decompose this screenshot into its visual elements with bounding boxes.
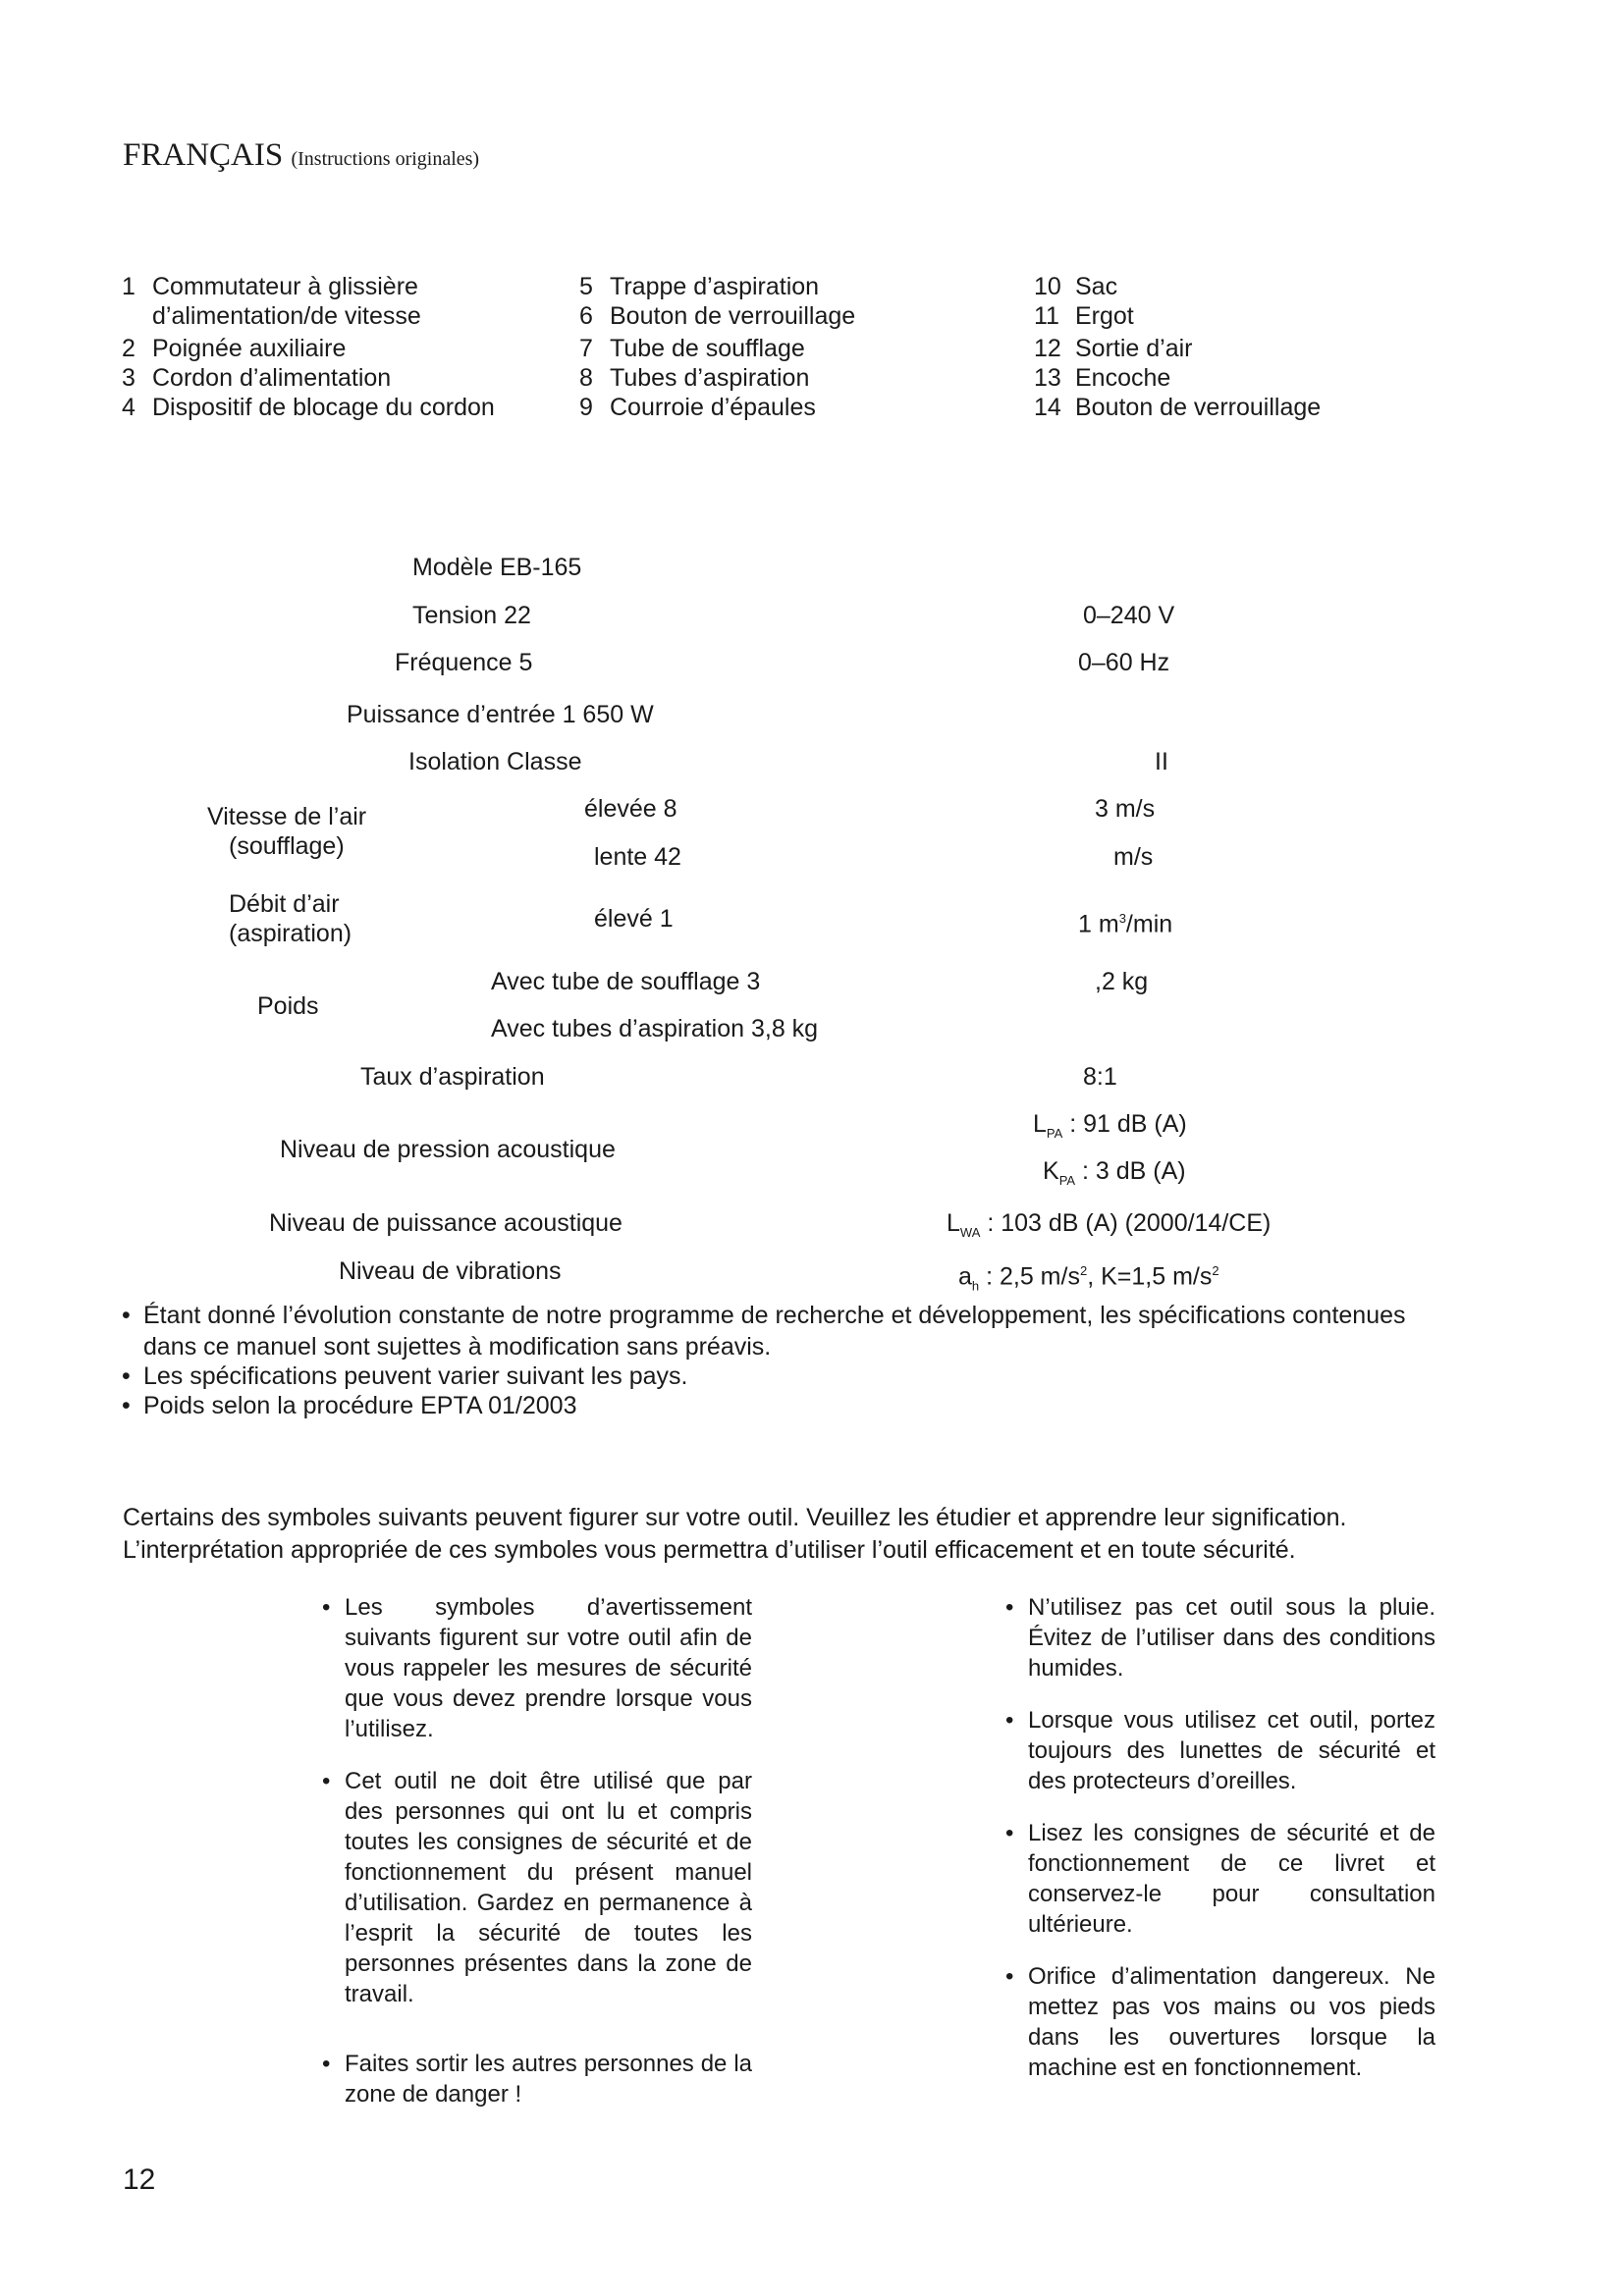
parts-item: 4 Dispositif de blocage du cordon bbox=[122, 394, 495, 421]
spec-air-speed-low: lente 42 bbox=[594, 843, 681, 871]
symbol-item: • Lorsque vous utilisez cet outil, portez toujours des lunettes de sécurité et des protecteurs d’oreilles. bbox=[1005, 1705, 1435, 1796]
language-title: FRANÇAIS bbox=[123, 137, 284, 173]
spec-lwa-value: $L_{WA}$ : 103 dB (A) (2000/14/CE) bbox=[947, 1209, 1272, 1240]
parts-item: 6 Bouton de verrouillage bbox=[579, 302, 856, 330]
symbol-item: • Cet outil ne doit être utilisé que par des personnes qui ont lu et compris toutes les consignes de sécurité et de fonctionnement du présent manuel d’utilisation. Gardez en permanence à l’esprit la sécurité de toutes les personnes présentes dans la zone de travail. bbox=[322, 1766, 752, 2009]
parts-item: 13 Encoche bbox=[1034, 364, 1171, 392]
parts-item: 10 Sac bbox=[1034, 273, 1118, 300]
symbol-item: • N’utilisez pas cet outil sous la pluie. Évitez de l’utiliser dans des conditions humides. bbox=[1005, 1592, 1435, 1683]
page-number: 12 bbox=[123, 2163, 156, 2196]
spec-power: Puissance d’entrée 1 650 W bbox=[347, 701, 654, 728]
symbols-left-column bbox=[322, 1592, 752, 2131]
spec-insulation-value: II bbox=[1155, 748, 1168, 775]
symbols-intro bbox=[123, 1502, 1458, 1567]
spec-airflow-high: élevé 1 bbox=[594, 905, 674, 933]
parts-item: 12 Sortie d’air bbox=[1034, 335, 1193, 362]
spec-ratio-value: 8:1 bbox=[1083, 1063, 1117, 1091]
spec-note-cont: dans ce manuel sont sujettes à modification sans préavis. bbox=[143, 1333, 772, 1361]
spec-ratio-label: Taux d’aspiration bbox=[360, 1063, 545, 1091]
spec-air-speed-low-value: m/s bbox=[1113, 843, 1154, 871]
symbol-item: • Les symboles d’avertissement suivants figurent sur votre outil afin de vous rappeler les mesures de sécurité que vous devez prendre lorsque vous l’utilisez. bbox=[322, 1592, 752, 1744]
spec-note: • Les spécifications peuvent varier suivant les pays. bbox=[122, 1362, 688, 1390]
spec-note: • Poids selon la procédure EPTA 01/2003 bbox=[122, 1392, 577, 1419]
spec-tension-value: 0–240 V bbox=[1083, 602, 1175, 629]
page-header bbox=[123, 137, 479, 174]
spec-airflow-label-2: (aspiration) bbox=[229, 920, 352, 947]
symbols-intro-line: L’interprétation appropriée de ces symboles vous permettra d’utiliser l’outil efficacement et en toute sécurité. bbox=[123, 1536, 1296, 1564]
parts-item: 8 Tubes d’aspiration bbox=[579, 364, 810, 392]
spec-weight-label: Poids bbox=[257, 992, 319, 1020]
spec-pressure-label: Niveau de pression acoustique bbox=[280, 1136, 616, 1163]
spec-air-speed-label: Vitesse de l’air bbox=[207, 803, 367, 830]
spec-airflow-label: Débit d’air bbox=[229, 890, 340, 918]
spec-insulation-label: Isolation Classe bbox=[408, 748, 582, 775]
parts-item: 14 Bouton de verrouillage bbox=[1034, 394, 1322, 421]
spec-frequency-value: 0–60 Hz bbox=[1078, 649, 1170, 676]
parts-item: 1 Commutateur à glissière bbox=[122, 273, 418, 300]
parts-item: 3 Cordon d’alimentation bbox=[122, 364, 392, 392]
symbol-item: • Lisez les consignes de sécurité et de fonctionnement de ce livret et conservez-le pour consultation ultérieure. bbox=[1005, 1818, 1435, 1940]
spec-vibration-label: Niveau de vibrations bbox=[339, 1257, 562, 1285]
spec-sound-power-label: Niveau de puissance acoustique bbox=[269, 1209, 623, 1237]
parts-item: 11 Ergot bbox=[1034, 302, 1134, 330]
spec-note: • Étant donné l’évolution constante de notre programme de recherche et développement, les spécifications contenues bbox=[122, 1302, 1406, 1329]
language-subtitle: (Instructions originales) bbox=[291, 148, 480, 170]
spec-weight-vac: Avec tubes d’aspiration 3,8 kg bbox=[491, 1015, 819, 1042]
symbol-item: • Orifice d’alimentation dangereux. Ne mettez pas vos mains ou vos pieds dans les ouvertures lorsque la machine est en fonctionnement. bbox=[1005, 1961, 1435, 2083]
symbols-right-column bbox=[1005, 1592, 1435, 2105]
spec-airflow-value: 1 $m^3/\min$ bbox=[1078, 910, 1173, 938]
symbols-intro-line: Certains des symboles suivants peuvent figurer sur votre outil. Veuillez les étudier et apprendre leur signification. bbox=[123, 1504, 1347, 1531]
parts-item: 9 Courroie d’épaules bbox=[579, 394, 816, 421]
symbol-item: • Faites sortir les autres personnes de la zone de danger ! bbox=[322, 2049, 752, 2109]
spec-air-speed-high: élevée 8 bbox=[584, 795, 677, 823]
parts-item: 2 Poignée auxiliaire bbox=[122, 335, 347, 362]
parts-item-cont: d’alimentation/de vitesse bbox=[152, 302, 421, 330]
spec-vibration-value: $a_h$ : 2,5 $m/s^2$, K=1,5 $m/s^2$ bbox=[958, 1262, 1219, 1294]
spec-frequency-label: Fréquence 5 bbox=[395, 649, 533, 676]
spec-weight-blow-value: ,2 kg bbox=[1095, 968, 1149, 995]
spec-weight-blow: Avec tube de soufflage 3 bbox=[491, 968, 761, 995]
spec-tension-label: Tension 22 bbox=[412, 602, 531, 629]
spec-air-speed-high-value: 3 m/s bbox=[1095, 795, 1156, 823]
parts-item: 5 Trappe d’aspiration bbox=[579, 273, 820, 300]
spec-model: Modèle EB-165 bbox=[412, 554, 582, 581]
spec-air-speed-label-2: (soufflage) bbox=[229, 832, 345, 860]
spec-lpa-value: $L_{PA}$ : 91 dB (A) bbox=[1033, 1110, 1187, 1141]
spec-kpa-value: $K_{PA}$ : 3 dB (A) bbox=[1043, 1157, 1186, 1188]
parts-item: 7 Tube de soufflage bbox=[579, 335, 805, 362]
